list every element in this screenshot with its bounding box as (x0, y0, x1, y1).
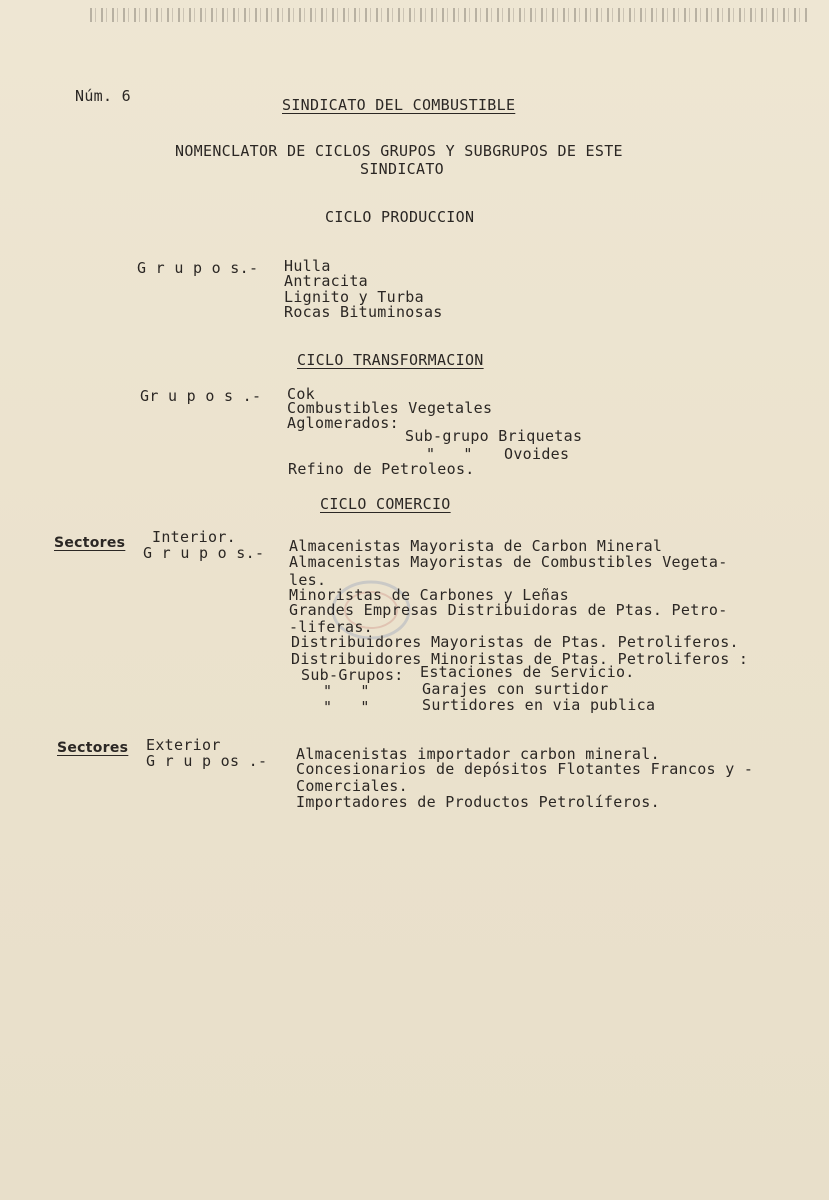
interior-item: les. (289, 571, 327, 589)
exterior-item: Importadores de Productos Petrolíferos. (296, 793, 660, 811)
produccion-item: Lignito y Turba (284, 288, 424, 306)
exterior-item: Almacenistas importador carbon mineral. (296, 745, 660, 763)
document-number: Núm. 6 (75, 87, 131, 105)
ditto-marks: " " (323, 698, 370, 716)
subgrupo-item: Surtidores en via publica (422, 696, 656, 714)
produccion-item: Rocas Bituminosas (284, 303, 443, 321)
transformacion-subgrupo: Sub-grupo Briquetas (405, 427, 583, 445)
exterior-item: Comerciales. (296, 777, 408, 795)
interior-item: Grandes Empresas Distribuidoras de Ptas. Petro- (289, 601, 728, 619)
subgrupos-label: Sub-Grupos: (301, 666, 404, 684)
interior-item: Almacenistas Mayoristas de Combustibles Vegeta- (289, 553, 728, 571)
exterior-grupos-label: G r u p os .- (146, 752, 268, 770)
transformacion-grupos-label: Gr u p o s .- (140, 387, 262, 405)
document-title: SINDICATO DEL COMBUSTIBLE (282, 96, 516, 114)
ditto-marks: " " (323, 682, 370, 700)
sectores-exterior-label: Sectores (57, 740, 129, 756)
subgrupo-item: Garajes con surtidor (422, 680, 609, 698)
subgrupo-item: Estaciones de Servicio. (420, 663, 635, 681)
produccion-grupos-label: G r u p o s.- (137, 259, 259, 277)
transformacion-item: Refino de Petroleos. (288, 460, 475, 478)
punch-holes-strip (90, 8, 810, 22)
sector-exterior-name: Exterior (146, 736, 221, 754)
interior-item: -liferas. (289, 618, 373, 636)
interior-item: Minoristas de Carbones y Leñas (289, 586, 569, 604)
transformacion-item: Aglomerados: (287, 414, 399, 432)
interior-item: Distribuidores Mayoristas de Ptas. Petroliferos. (291, 633, 739, 651)
sector-interior-name: Interior. (152, 528, 236, 546)
exterior-item: Concesionarios de depósitos Flotantes Francos y - (296, 760, 754, 778)
ciclo-transformacion-title: CICLO TRANSFORMACION (297, 351, 484, 369)
transformacion-subgrupo: Ovoides (504, 445, 570, 463)
ciclo-produccion-title: CICLO PRODUCCION (325, 208, 475, 226)
ciclo-comercio-title: CICLO COMERCIO (320, 495, 451, 513)
subtitle-line-1: NOMENCLATOR DE CICLOS GRUPOS Y SUBGRUPOS DE ESTE (175, 142, 623, 160)
produccion-item: Antracita (284, 272, 368, 290)
sectores-interior-label: Sectores (54, 535, 126, 551)
interior-item: Almacenistas Mayorista de Carbon Mineral (289, 537, 663, 555)
subtitle-line-2: SINDICATO (360, 160, 444, 178)
produccion-item: Hulla (284, 257, 331, 275)
transformacion-item: Combustibles Vegetales (287, 399, 493, 417)
interior-item: Distribuidores Minoristas de Ptas. Petroliferos : (291, 650, 749, 668)
ditto-marks: " " (426, 445, 473, 463)
interior-grupos-label: G r u p o s.- (143, 544, 265, 562)
transformacion-item: Cok (287, 385, 315, 403)
